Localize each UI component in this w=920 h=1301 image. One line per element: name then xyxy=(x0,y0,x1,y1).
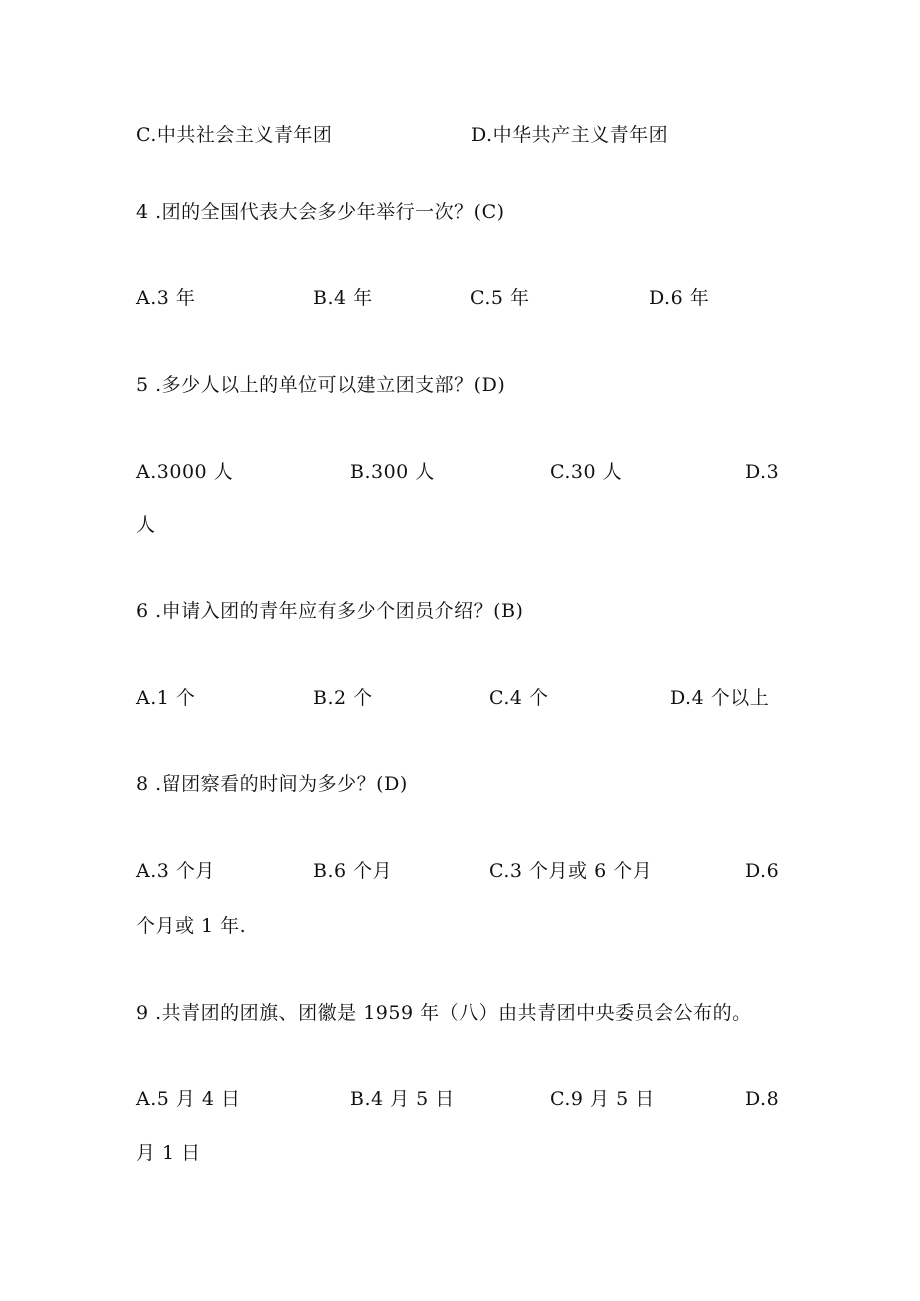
q6-question: 6 .申请入团的青年应有多少个团员介绍？(B) xyxy=(136,600,524,622)
q9-option-c: C.9 月 5 日 xyxy=(550,1088,655,1110)
q5-option-d: D.3 xyxy=(745,461,780,483)
q9-option-b: B.4 月 5 日 xyxy=(350,1088,455,1110)
q5-option-a: A.3000 人 xyxy=(136,461,234,483)
q8-option-c: C.3 个月或 6 个月 xyxy=(489,860,653,882)
q9-option-a: A.5 月 4 日 xyxy=(136,1088,241,1110)
q8-question: 8 .留团察看的时间为多少？(D) xyxy=(136,773,408,795)
q6-option-a: A.1 个 xyxy=(136,687,196,709)
q9-option-d-continuation: 月 1 日 xyxy=(136,1142,201,1164)
q6-option-b: B.2 个 xyxy=(313,687,373,709)
q9-question: 9 .共青团的团旗、团徽是 1959 年（八）由共青团中央委员会公布的。 xyxy=(136,1002,752,1024)
q8-option-d-continuation: 个月或 1 年. xyxy=(136,915,247,937)
q4-option-d: D.6 年 xyxy=(649,287,710,309)
q9-option-d: D.8 xyxy=(745,1088,780,1110)
q4-option-c: C.5 年 xyxy=(470,287,530,309)
q8-option-b: B.6 个月 xyxy=(313,860,393,882)
q8-option-d: D.6 xyxy=(745,860,780,882)
q5-option-c: C.30 人 xyxy=(550,461,623,483)
q4-option-b: B.4 年 xyxy=(313,287,373,309)
q5-option-d-continuation: 人 xyxy=(136,514,156,536)
q3-option-d: D.中华共产主义青年团 xyxy=(471,124,669,146)
q4-option-a: A.3 年 xyxy=(136,287,196,309)
q4-question: 4 .团的全国代表大会多少年举行一次？(C) xyxy=(136,201,505,223)
q5-option-b: B.300 人 xyxy=(350,461,435,483)
q8-option-a: A.3 个月 xyxy=(136,860,215,882)
q6-option-d: D.4 个以上 xyxy=(670,687,770,709)
q3-option-c: C.中共社会主义青年团 xyxy=(136,124,333,146)
q5-question: 5 .多少人以上的单位可以建立团支部？(D) xyxy=(136,374,506,396)
q6-option-c: C.4 个 xyxy=(489,687,549,709)
